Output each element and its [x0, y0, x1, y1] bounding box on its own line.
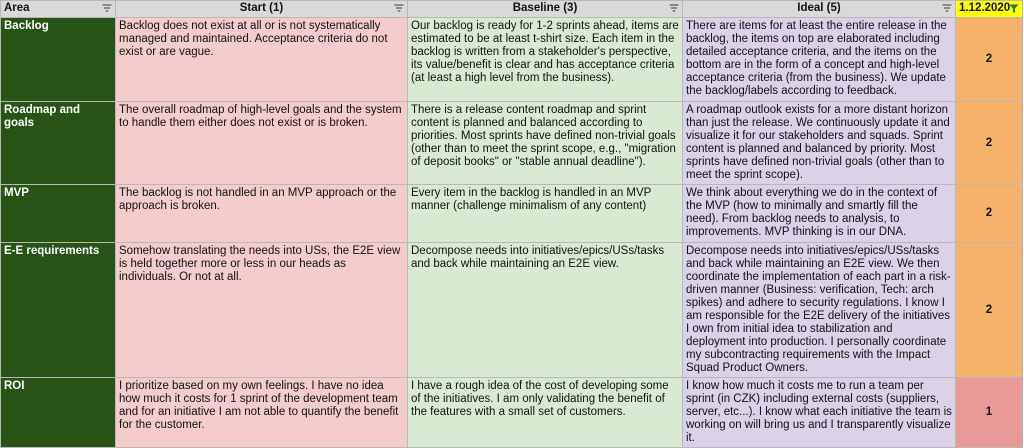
baseline-cell[interactable]: Every item in the backlog is handled in an MVP manner (challenge minimalism of any content) — [408, 185, 683, 243]
header-ideal[interactable] — [683, 1, 956, 18]
area-cell[interactable]: E-E requirements — [1, 243, 116, 378]
area-cell[interactable]: MVP — [1, 185, 116, 243]
score-cell[interactable]: 2 — [956, 243, 1023, 378]
score-cell[interactable]: 1 — [956, 378, 1023, 448]
ideal-cell[interactable]: I know how much it costs me to run a team per sprint (in CZK) including external costs (suppliers, server, etc...). I know what each initiative the team is working on will bring us and I transparently visualize it. — [683, 378, 956, 448]
table-row — [1, 18, 1023, 102]
header-row — [1, 1, 1023, 18]
score-cell[interactable]: 2 — [956, 185, 1023, 243]
start-cell[interactable]: The overall roadmap of high-level goals and the system to handle them either does not exist or is broken. — [116, 102, 408, 185]
header-start[interactable] — [116, 1, 408, 18]
header-area[interactable] — [1, 1, 116, 18]
start-cell[interactable]: The backlog is not handled in an MVP approach or the approach is broken. — [116, 185, 408, 243]
ideal-cell[interactable]: We think about everything we do in the context of the MVP (how to minimally and smartly fill the need). From backlog needs to analysis, to improvements. MVP thinking is in our DNA. — [683, 185, 956, 243]
header-area-label: Area — [4, 2, 30, 14]
header-baseline[interactable] — [408, 1, 683, 18]
header-ideal-label: Ideal (5) — [797, 2, 841, 14]
baseline-cell[interactable]: I have a rough idea of the cost of developing some of the initiatives. I am only validating the benefit of the features with a small set of customers. — [408, 378, 683, 448]
header-baseline-label: Baseline (3) — [512, 2, 578, 14]
filter-icon[interactable] — [669, 4, 679, 13]
start-cell[interactable]: Somehow translating the needs into USs, the E2E view is held together more or less in our heads as individuals. Or not at all. — [116, 243, 408, 378]
score-cell[interactable]: 2 — [956, 102, 1023, 185]
filter-active-icon[interactable] — [1009, 4, 1019, 13]
table-row — [1, 185, 1023, 243]
table-row — [1, 102, 1023, 185]
filter-icon[interactable] — [942, 4, 952, 13]
start-cell[interactable]: I prioritize based on my own feelings. I have no idea how much it costs for 1 sprint of the development team and for an initiative I am not able to quantify the benefit for the customer. — [116, 378, 408, 448]
table-row — [1, 243, 1023, 378]
baseline-cell[interactable]: Decompose needs into initiatives/epics/USs/tasks and back while maintaining an E2E view. — [408, 243, 683, 378]
table-row — [1, 378, 1023, 448]
baseline-cell[interactable]: There is a release content roadmap and sprint content is planned and balanced according to priorities. Most sprints have defined non-trivial goals (other than to meet the sprint scope, e.g., "migration of deposit books" or "stable annual deadline"). — [408, 102, 683, 185]
area-cell[interactable]: ROI — [1, 378, 116, 448]
area-cell[interactable]: Backlog — [1, 18, 116, 102]
area-cell[interactable]: Roadmap and goals — [1, 102, 116, 185]
ideal-cell[interactable]: A roadmap outlook exists for a more distant horizon than just the release. We continuously update it and visualize it for our stakeholders and squads. Sprint content is planned and balanced by priority. Most sprints have defined non-trivial goals (other than to meet the sprint scope). — [683, 102, 956, 185]
start-cell[interactable]: Backlog does not exist at all or is not systematically managed and maintained. Acceptance criteria do not exist or are vague. — [116, 18, 408, 102]
filter-icon[interactable] — [394, 4, 404, 13]
ideal-cell[interactable]: Decompose needs into initiatives/epics/USs/tasks and back while maintaining an E2E view. We then coordinate the implementation of each part in a risk-driven manner (Business: verification, Tech: arch spikes) and adhere to security regulations. I know I am responsible for the E2E delivery of the initiatives I own from initial idea to stabilization and deployment into production. I personally coordinate my subcontracting requirements with the Impact Squad Product Owners. — [683, 243, 956, 378]
header-date[interactable] — [956, 1, 1023, 18]
ideal-cell[interactable]: There are items for at least the entire release in the backlog, the items on top are elaborated including detailed acceptance criteria, and the items on the bottom are in the form of a concept and high-level acceptance criteria (from the business). We update the backlog/labels according to feedback. — [683, 18, 956, 102]
baseline-cell[interactable]: Our backlog is ready for 1-2 sprints ahead, items are estimated to be at least t-shirt size. Each item in the backlog is written from a stakeholder's perspective, its value/benefit is clear and has acceptance criteria (at least a high level from the business). — [408, 18, 683, 102]
filter-icon[interactable] — [102, 4, 112, 13]
score-cell[interactable]: 2 — [956, 18, 1023, 102]
header-date-label: 1.12.2020 — [959, 2, 1011, 14]
header-start-label: Start (1) — [239, 2, 284, 14]
